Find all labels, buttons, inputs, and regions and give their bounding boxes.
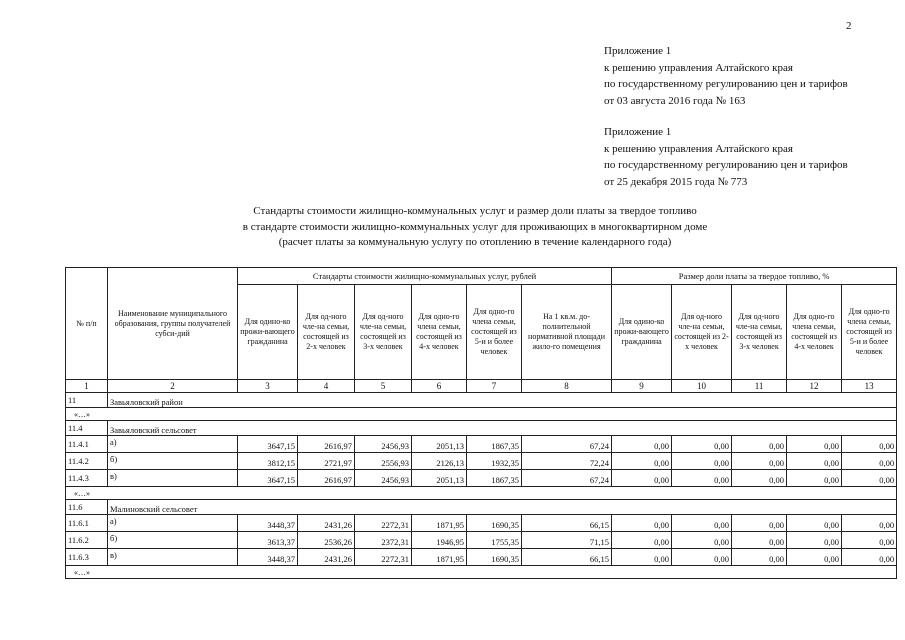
table-cell: 1867,35 bbox=[467, 436, 522, 453]
table-cell: 0,00 bbox=[612, 453, 672, 470]
section-name: Завьяловский район bbox=[108, 393, 897, 408]
row-label: а) bbox=[108, 436, 238, 453]
table-row bbox=[66, 453, 897, 470]
ellipsis-row bbox=[66, 408, 897, 421]
table-cell: 0,00 bbox=[672, 453, 732, 470]
row-code: 11.6.3 bbox=[66, 549, 108, 566]
table-cell: 0,00 bbox=[787, 549, 842, 566]
table-cell: 0,00 bbox=[612, 470, 672, 487]
table-cell: 2431,26 bbox=[298, 549, 355, 566]
header-share-col: Для одино-ко прожи-вающего гражданина bbox=[612, 285, 672, 380]
header-standards-col: Для од-ного чле-на семьи, состоящей из 2-х человек bbox=[298, 285, 355, 380]
table-cell: 67,24 bbox=[522, 436, 612, 453]
table-row bbox=[66, 470, 897, 487]
column-number: 13 bbox=[842, 380, 897, 393]
appendix-line: Приложение 1 bbox=[604, 126, 672, 138]
table-cell: 2126,13 bbox=[412, 453, 467, 470]
table-row bbox=[66, 532, 897, 549]
table-cell: 2272,31 bbox=[355, 515, 412, 532]
section-name: Малиновский сельсовет bbox=[108, 500, 897, 515]
table-cell: 2456,93 bbox=[355, 436, 412, 453]
column-number: 7 bbox=[467, 380, 522, 393]
row-code: 11.6 bbox=[66, 500, 108, 515]
table-cell: 1867,35 bbox=[467, 470, 522, 487]
table-cell: 2431,26 bbox=[298, 515, 355, 532]
table-cell: 1690,35 bbox=[467, 515, 522, 532]
table-cell: 3448,37 bbox=[238, 515, 298, 532]
section-row bbox=[66, 393, 897, 408]
table-cell: 66,15 bbox=[522, 515, 612, 532]
table-cell: 72,24 bbox=[522, 453, 612, 470]
title-line: (расчет платы за коммунальную услугу по отоплению в течение календарного года) bbox=[278, 236, 672, 248]
table-cell: 0,00 bbox=[672, 436, 732, 453]
section-row bbox=[66, 421, 897, 436]
table-cell: 0,00 bbox=[672, 515, 732, 532]
ellipsis: «…» bbox=[66, 487, 897, 500]
ellipsis-row bbox=[66, 566, 897, 579]
table-cell: 2051,13 bbox=[412, 470, 467, 487]
tariff-table bbox=[65, 267, 897, 579]
row-code: 11.6.2 bbox=[66, 532, 108, 549]
column-number: 10 bbox=[672, 380, 732, 393]
table-cell: 66,15 bbox=[522, 549, 612, 566]
column-number: 2 bbox=[108, 380, 238, 393]
ellipsis: «…» bbox=[66, 566, 897, 579]
table-body bbox=[66, 393, 897, 579]
header-share-col: Для одно-го члена семьи, состоящей из 4-х человек bbox=[787, 285, 842, 380]
table-cell: 1932,35 bbox=[467, 453, 522, 470]
ellipsis: «…» bbox=[66, 408, 897, 421]
table-cell: 0,00 bbox=[732, 436, 787, 453]
table-cell: 0,00 bbox=[842, 515, 897, 532]
appendix-line: Приложение 1 bbox=[604, 45, 672, 57]
table-cell: 1946,95 bbox=[412, 532, 467, 549]
table-cell: 2051,13 bbox=[412, 436, 467, 453]
row-label: в) bbox=[108, 549, 238, 566]
table-cell: 1755,35 bbox=[467, 532, 522, 549]
appendix-line: по государственному регулированию цен и тарифов bbox=[604, 159, 848, 171]
row-code: 11.4 bbox=[66, 421, 108, 436]
header-num: № п/п bbox=[66, 268, 108, 380]
header-standards-col: На 1 кв.м. до-полнительной нормативной площади жило-го помещения bbox=[522, 285, 612, 380]
title-line: Стандарты стоимости жилищно-коммунальных услуг и размер доли платы за твердое топливо bbox=[253, 205, 697, 217]
row-label: б) bbox=[108, 532, 238, 549]
header-standards-col: Для одно-го члена семьи, состоящей из 5-и и более человек bbox=[467, 285, 522, 380]
row-label: а) bbox=[108, 515, 238, 532]
table-row bbox=[66, 515, 897, 532]
table-cell: 0,00 bbox=[612, 436, 672, 453]
table-cell: 0,00 bbox=[842, 453, 897, 470]
page-number: 2 bbox=[846, 20, 852, 32]
column-number: 12 bbox=[787, 380, 842, 393]
table-cell: 2721,97 bbox=[298, 453, 355, 470]
table-cell: 0,00 bbox=[842, 532, 897, 549]
appendix-block-2 bbox=[604, 124, 848, 190]
table-cell: 0,00 bbox=[842, 436, 897, 453]
row-code: 11.4.3 bbox=[66, 470, 108, 487]
table-cell: 0,00 bbox=[787, 453, 842, 470]
table-cell: 3647,15 bbox=[238, 436, 298, 453]
table-cell: 0,00 bbox=[787, 515, 842, 532]
table-cell: 0,00 bbox=[612, 532, 672, 549]
table-cell: 3647,15 bbox=[238, 470, 298, 487]
table-cell: 2456,93 bbox=[355, 470, 412, 487]
column-number: 9 bbox=[612, 380, 672, 393]
table-row bbox=[66, 436, 897, 453]
appendix-line: к решению управления Алтайского края bbox=[604, 61, 793, 74]
appendix-line: по государственному регулированию цен и тарифов bbox=[604, 78, 848, 90]
table-cell: 0,00 bbox=[672, 549, 732, 566]
table-cell: 0,00 bbox=[672, 470, 732, 487]
column-number: 11 bbox=[732, 380, 787, 393]
column-number: 8 bbox=[522, 380, 612, 393]
table-cell: 67,24 bbox=[522, 470, 612, 487]
header-name: Наименование муниципального образования, группы получателей субси-дий bbox=[108, 268, 238, 380]
table-cell: 1871,95 bbox=[412, 549, 467, 566]
header-share-col: Для одно-го члена семьи, состоящей из 5-и и более человек bbox=[842, 285, 897, 380]
section-name: Завьяловский сельсовет bbox=[108, 421, 897, 436]
table-cell: 3812,15 bbox=[238, 453, 298, 470]
table-cell: 0,00 bbox=[732, 470, 787, 487]
header-share-col: Для од-ного чле-на семьи, состоящей из 2-х человек bbox=[672, 285, 732, 380]
row-code: 11.4.1 bbox=[66, 436, 108, 453]
table-cell: 0,00 bbox=[787, 532, 842, 549]
header-standards-col: Для одно-го члена семьи, состоящей из 4-х человек bbox=[412, 285, 467, 380]
table-cell: 0,00 bbox=[612, 549, 672, 566]
row-label: в) bbox=[108, 470, 238, 487]
table-cell: 0,00 bbox=[787, 470, 842, 487]
column-number: 5 bbox=[355, 380, 412, 393]
table-cell: 0,00 bbox=[732, 532, 787, 549]
table-cell: 2616,97 bbox=[298, 470, 355, 487]
header-share-col: Для од-ного чле-на семьи, состоящей из 3-х человек bbox=[732, 285, 787, 380]
ellipsis-row bbox=[66, 487, 897, 500]
table-cell: 2372,31 bbox=[355, 532, 412, 549]
table-cell: 2272,31 bbox=[355, 549, 412, 566]
table-cell: 0,00 bbox=[732, 515, 787, 532]
table-row bbox=[66, 549, 897, 566]
appendix-line: от 25 декабря 2015 года № 773 bbox=[604, 175, 748, 188]
header-share-group: Размер доли платы за твердое топливо, % bbox=[612, 268, 897, 285]
table-cell: 0,00 bbox=[787, 436, 842, 453]
column-number: 3 bbox=[238, 380, 298, 393]
table-cell: 3613,37 bbox=[238, 532, 298, 549]
section-row bbox=[66, 500, 897, 515]
table-cell: 1871,95 bbox=[412, 515, 467, 532]
title-line: в стандарте стоимости жилищно-коммунальных услуг для проживающих в многоквартирном доме bbox=[242, 220, 708, 233]
column-number-row bbox=[66, 380, 897, 393]
table-cell: 0,00 bbox=[842, 549, 897, 566]
table-cell: 0,00 bbox=[732, 453, 787, 470]
table-cell: 71,15 bbox=[522, 532, 612, 549]
table-cell: 2616,97 bbox=[298, 436, 355, 453]
header-standards-col: Для одино-ко прожи-вающего гражданина bbox=[238, 285, 298, 380]
row-label: б) bbox=[108, 453, 238, 470]
column-number: 6 bbox=[412, 380, 467, 393]
header-standards-group: Стандарты стоимости жилищно-коммунальных услуг, рублей bbox=[238, 268, 612, 285]
header-standards-col: Для од-ного чле-на семьи, состоящей из 3-х человек bbox=[355, 285, 412, 380]
row-code: 11 bbox=[66, 393, 108, 408]
appendix-line: от 03 августа 2016 года № 163 bbox=[604, 94, 746, 107]
table-cell: 0,00 bbox=[732, 549, 787, 566]
column-number: 1 bbox=[66, 380, 108, 393]
table-cell: 0,00 bbox=[672, 532, 732, 549]
table-cell: 2556,93 bbox=[355, 453, 412, 470]
table-cell: 0,00 bbox=[842, 470, 897, 487]
row-code: 11.6.1 bbox=[66, 515, 108, 532]
row-code: 11.4.2 bbox=[66, 453, 108, 470]
appendix-block-1 bbox=[604, 43, 848, 109]
appendix-line: к решению управления Алтайского края bbox=[604, 142, 793, 155]
table-cell: 0,00 bbox=[612, 515, 672, 532]
column-number: 4 bbox=[298, 380, 355, 393]
document-title bbox=[180, 204, 770, 251]
table-cell: 2536,26 bbox=[298, 532, 355, 549]
table-cell: 3448,37 bbox=[238, 549, 298, 566]
table-cell: 1690,35 bbox=[467, 549, 522, 566]
